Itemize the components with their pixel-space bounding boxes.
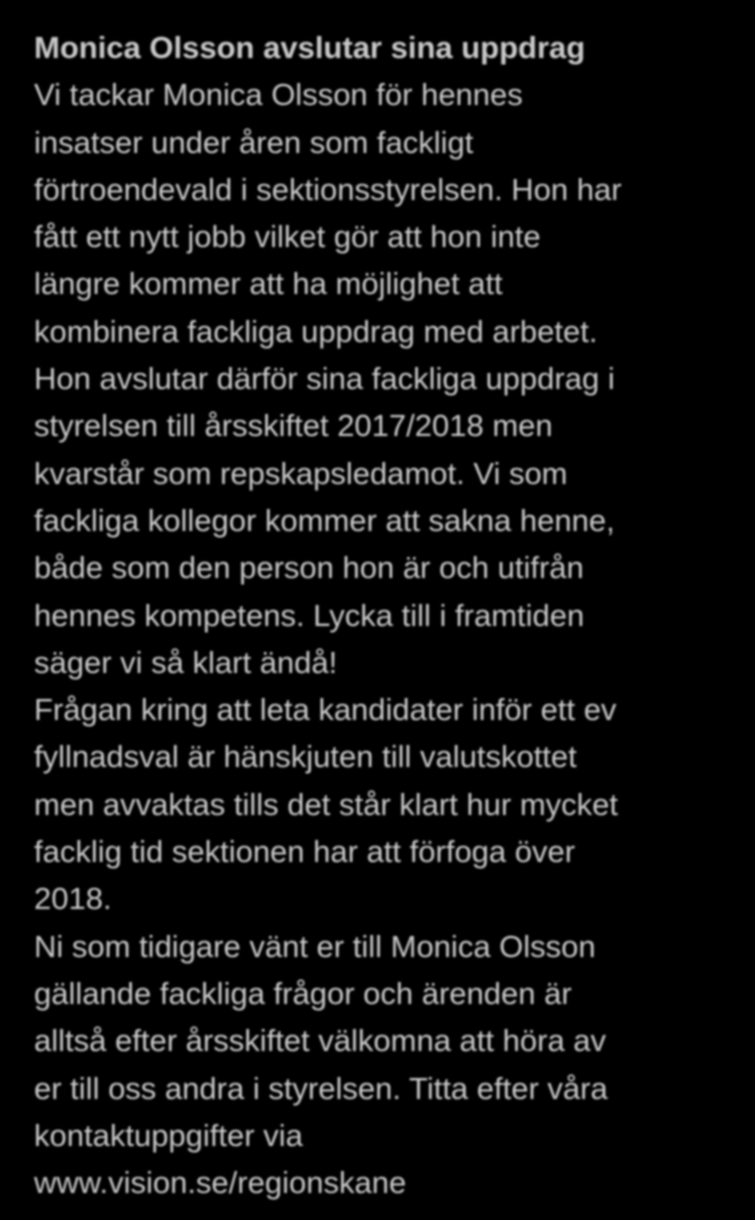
text-line: kombinera fackliga uppdrag med arbetet.: [34, 313, 598, 349]
text-line: Vi tackar Monica Olsson för hennes: [34, 77, 523, 113]
notice-paragraph-2: [34, 686, 734, 922]
text-line: Frågan kring att leta kandidater inför ett ev: [34, 692, 617, 728]
text-line: Ni som tidigare vänt er till Monica Olsson: [34, 928, 596, 964]
text-line: er till oss andra i styrelsen. Titta efter våra: [34, 1070, 608, 1106]
notice-paragraph-1: [34, 71, 734, 686]
text-line: men avvaktas tills det står klart hur mycket: [34, 786, 619, 822]
text-line: kontaktuppgifter via: [34, 1117, 303, 1153]
text-line: facklig tid sektionen har att förfoga över: [34, 834, 576, 870]
text-line: längre kommer att ha möjlighet att: [34, 266, 503, 302]
text-line: fackliga kollegor kommer att sakna henne,: [34, 502, 615, 538]
text-line: säger vi så klart ändå!: [34, 644, 338, 680]
text-line: både som den person hon är och utifrån: [34, 550, 584, 586]
notice-heading: [34, 24, 734, 71]
text-line: alltså efter årsskiftet välkomna att höra av: [34, 1023, 607, 1059]
text-line: styrelsen till årsskiftet 2017/2018 men: [34, 408, 553, 444]
text-line: 2018.: [34, 881, 112, 917]
text-line: förtroendevald i sektionsstyrelsen. Hon har: [34, 171, 622, 207]
text-line: gällande fackliga frågor och ärenden är: [34, 975, 572, 1011]
text-line: fyllnadsval är hänskjuten till valutskottet: [34, 739, 577, 775]
notice-text-block: [34, 24, 734, 1206]
text-line: hennes kompetens. Lycka till i framtiden: [34, 597, 585, 633]
notice-paragraph-3: [34, 923, 734, 1207]
text-line: kvarstår som repskapsledamot. Vi som: [34, 455, 568, 491]
heading-line: Monica Olsson avslutar sina uppdrag: [34, 30, 586, 65]
text-line: fått ett nytt jobb vilket gör att hon inte: [34, 219, 541, 255]
text-line: insatser under åren som fackligt: [34, 124, 474, 160]
website-link-text: www.vision.se/regionskane: [34, 1165, 407, 1201]
text-line: Hon avslutar därför sina fackliga uppdrag i: [34, 361, 615, 397]
